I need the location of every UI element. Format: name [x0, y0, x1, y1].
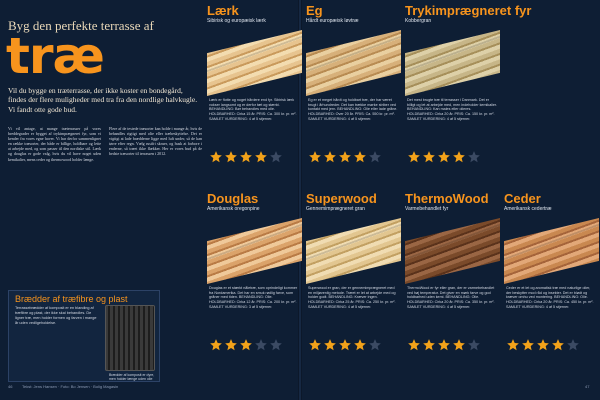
wood-subtitle: Gennemimprægneret gran: [306, 206, 365, 212]
wood-name: Lærk: [207, 3, 239, 18]
star-icon: [254, 338, 268, 352]
page-subtitle: Byg den perfekte terrasse af: [8, 18, 154, 33]
wood-plank-photo: [207, 218, 302, 284]
wood-tile: [207, 192, 302, 382]
wood-name: Ceder: [504, 191, 541, 206]
wood-tile: [207, 4, 302, 194]
wood-name: Douglas: [207, 191, 259, 206]
wood-plank-photo: [306, 30, 401, 96]
star-icon: [239, 150, 253, 164]
star-icon: [224, 338, 238, 352]
star-icon: [368, 150, 382, 164]
body-column-2: Flere af de testede træsorter kan holde i mange år, hvis de behandles rigtigt med olie eller træbeskyttelse. Det er vigtigt at lade brædderne ligge med luft under, så de kan tørre efter regn. Vælg rustfri skruer, og husk at forbore i enderne, så træet ikke flækker. Her er vores bud på de bedste træsorter til terrassen i 2012.: [109, 126, 202, 157]
star-icon: [467, 150, 481, 164]
star-icon: [506, 338, 520, 352]
star-icon: [254, 150, 268, 164]
star-icon: [407, 338, 421, 352]
star-icon: [437, 338, 451, 352]
wood-plank-photo: [405, 30, 500, 96]
wood-plank-photo: [405, 218, 500, 284]
star-icon: [224, 150, 238, 164]
star-icon: [437, 150, 451, 164]
star-icon: [536, 338, 550, 352]
star-icon: [338, 150, 352, 164]
composite-boards-photo: [105, 305, 155, 371]
headline: træ: [6, 27, 104, 85]
wood-subtitle: Kobbergran: [405, 18, 432, 24]
wood-plank-photo: [306, 218, 401, 284]
star-icon: [338, 338, 352, 352]
wood-plank-photo: [504, 218, 599, 284]
star-icon: [407, 150, 421, 164]
page-number-right: 47: [585, 384, 590, 389]
wood-subtitle: Sibirisk og europæisk lærk: [207, 18, 266, 24]
star-icon: [452, 150, 466, 164]
body-column-1: Vi vil antage, at mange træterrasser på vores breddegrader er bygget af trykimprægneret fyr, som vi kender fra vores egne haver. Vi har derfor sammenlignet en række træsorter, der både er billige, holdbare og lette at arbejde med, og som passer til den nordiske stil. Lærk og douglas er gode valg, hvis du vil have noget uden kemikalier, mens ceder og thermowood holder længe.: [8, 126, 101, 162]
star-icon: [323, 338, 337, 352]
wood-description: Det mest brugte træ til terrasser i Danmark. Det er billigt og let at arbejde med, men indeholder kemikalier. BEHANDLING: Kan males eller olieres. HOLDBARHED: Cirka 20 år. PRIS: Ca. 150 kr. pr. m². SAMLET VURDERING: 4 af 5 stjerner.: [407, 98, 497, 121]
wood-plank-photo: [207, 30, 302, 96]
star-icon: [551, 338, 565, 352]
wood-tile: [405, 192, 500, 382]
star-rating: [308, 150, 382, 166]
star-rating: [209, 150, 283, 166]
star-icon: [566, 338, 580, 352]
star-icon: [209, 338, 223, 352]
star-icon: [521, 338, 535, 352]
footer-credits: Tekst: Jens Hansen · Foto: Bo Jensen · Bolig Magasin: [22, 384, 119, 389]
star-rating: [407, 150, 481, 166]
star-icon: [368, 338, 382, 352]
wood-subtitle: Amerikansk oregonpine: [207, 206, 260, 212]
wood-tile: [306, 192, 401, 382]
star-icon: [422, 150, 436, 164]
star-icon: [308, 338, 322, 352]
star-icon: [467, 338, 481, 352]
page-number-left: 46: [8, 384, 13, 389]
wood-name: Eg: [306, 3, 323, 18]
star-icon: [269, 150, 283, 164]
wood-tile: [405, 3, 532, 194]
star-icon: [452, 338, 466, 352]
wood-description: Ceder er et let og aromatisk træ med naturlige olier, der beskytter mod råd og insekter. Det er blødt og kræver omhu ved montering. BEHANDLING: Olie. HOLDBARHED: Cirka 20 år. PRIS: Ca. 450 kr. pr. m². SAMLET VURDERING: 4 af 5 stjerner.: [506, 286, 594, 309]
star-icon: [209, 150, 223, 164]
wood-description: Douglas er et stærkt nåletræ, som oprindeligt kommer fra Nordamerika. Det har en smuk rødlig farve, som gråner med tiden. BEHANDLING: Olie. HOLDBARHED: Cirka 12 år. PRIS: Ca. 200 kr. pr. m². SAMLET VURDERING: 3 af 5 stjerner.: [209, 286, 298, 309]
wood-tile: [504, 192, 599, 382]
star-icon: [353, 150, 367, 164]
wood-subtitle: Hårdt europæisk løvtræ: [306, 18, 359, 24]
star-rating: [209, 338, 283, 354]
wood-description: ThermoWood er fyr eller gran, der er varmebehandlet ved høj temperatur. Det giver en mørk farve og god holdbarhed uden kemi. BEHANDLING: Olie. HOLDBARHED: Cirka 20 år. PRIS: Ca. 350 kr. pr. m². SAMLET VURDERING: 4 af 5 stjerner.: [407, 286, 495, 309]
wood-description: Eg er et meget hårdt og holdbart træ, der har været brugt i århundreder. Det kan trække mørke striber ved kontakt med jern. BEHANDLING: Olie eller lade gråne. HOLDBARHED: Over 20 år. PRIS: Ca. 550 kr. pr. m². SAMLET VURDERING: 4 af 5 stjerner.: [308, 98, 398, 121]
sidebar-title: Brædder af træfibre og plast: [15, 294, 128, 304]
star-rating: [407, 338, 481, 354]
wood-tile: [306, 4, 401, 194]
star-icon: [239, 338, 253, 352]
wood-description: Superwood er gran, der er gennemimprægneret med en miljøvenlig metode. Træet er let at arbejde med og holder godt. BEHANDLING: Kræver ingen. HOLDBARHED: Cirka 25 år. PRIS: Ca. 250 kr. pr. m². SAMLET VURDERING: 4 af 5 stjerner.: [308, 286, 396, 309]
intro-paragraph: Vil du bygge en træterrasse, der ikke koster en bondegård, findes der flere muligheder med tra fra den nordlige halvkugle. Vi fandt otte gode bud.: [8, 86, 198, 114]
star-icon: [308, 150, 322, 164]
body-columns: [8, 126, 202, 162]
star-icon: [269, 338, 283, 352]
composite-sidebar: [8, 290, 160, 382]
wood-description: Lærk er flotte og noget hårdere end fyr. Sibirisk lærk vokser langsomt og er derfor tæt og stærkt. BEHANDLING: Bør behandles med olie. HOLDBARHED: Cirka 15 år. PRIS: Ca. 300 kr. pr. m². SAMLET VURDERING: 4 af 5 stjerner.: [209, 98, 297, 121]
star-rating: [506, 338, 580, 354]
star-icon: [353, 338, 367, 352]
star-icon: [422, 338, 436, 352]
wood-name: ThermoWood: [405, 191, 489, 206]
wood-name: Superwood: [306, 191, 377, 206]
star-icon: [323, 150, 337, 164]
wood-subtitle: Varmebehandlet fyr: [405, 206, 449, 212]
sidebar-caption: Brædder af komposit er dyre, men holder længe uden olie: [109, 373, 155, 382]
star-rating: [308, 338, 382, 354]
wood-subtitle: Amerikansk cedertræ: [504, 206, 552, 212]
sidebar-text: Terrassebrædder af komposit er en blanding af træfibre og plast, der ikke skal behandles. De ligner træ, men holder formen og farven i mange år uden vedligeholdelse.: [15, 306, 97, 325]
wood-name: Trykimprægneret fyr: [405, 3, 532, 18]
